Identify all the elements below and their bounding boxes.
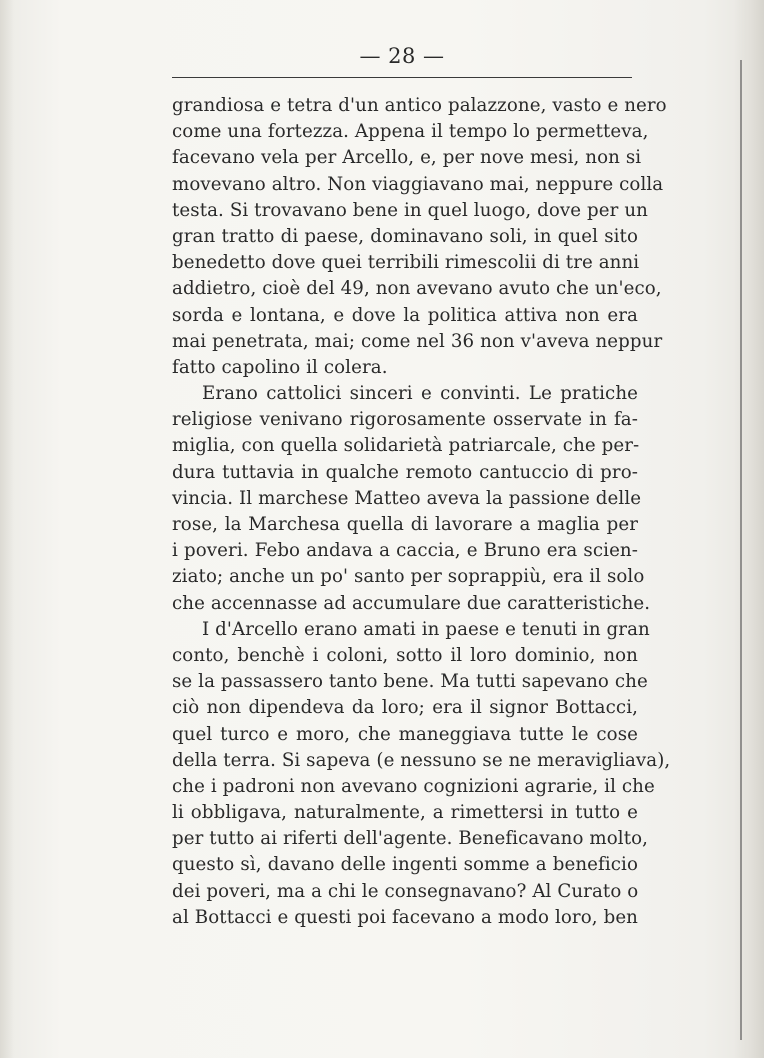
text-line: addietro, cioè del 49, non avevano avuto che un'eco, (172, 278, 662, 300)
text-line: come una fortezza. Appena il tempo lo permetteva, (172, 121, 649, 143)
text-line: che accennasse ad accumulare due caratteristiche. (172, 592, 651, 614)
paragraph (172, 93, 667, 381)
text-line: se la passassero tanto bene. Ma tutti sapevano che (172, 671, 648, 693)
text-line: movevano altro. Non viaggiavano mai, neppure colla (172, 173, 664, 195)
text-line: mai penetrata, mai; come nel 36 non v'aveva neppur (172, 330, 663, 352)
text-line: i poveri. Febo andava a caccia, e Bruno era scien- (172, 540, 638, 562)
page-number: — 28 — (359, 44, 445, 68)
text-line: della terra. Si sapeva (e nessuno se ne meravigliava), (172, 749, 671, 771)
text-line: conto, benchè i coloni, sotto il loro dominio, non (172, 644, 638, 666)
text-line: Erano cattolici sinceri e convinti. Le pratiche (202, 383, 638, 405)
text-line: vincia. Il marchese Matteo aveva la passione delle (172, 487, 642, 509)
body-text (172, 93, 671, 931)
page-spine-shadow (0, 0, 14, 1058)
text-line: testa. Si trovavano bene in quel luogo, dove per un (172, 199, 648, 221)
text-line: gran tratto di paese, dominavano soli, in quel sito (172, 225, 638, 247)
text-line: fatto capolino il colera. (172, 356, 388, 378)
text-line: al Bottacci e questi poi facevano a modo loro, ben (172, 906, 638, 928)
text-line: miglia, con quella solidarietà patriarcale, che per- (172, 435, 640, 457)
paragraph (172, 381, 651, 617)
text-line: quel turco e moro, che maneggiava tutte le cose (172, 723, 638, 745)
text-line: ziato; anche un po' santo per soprappiù, era il solo (172, 566, 645, 588)
page-edge-shadow (734, 0, 764, 1058)
text-line: sorda e lontana, e dove la politica attiva non era (172, 304, 638, 326)
text-line: che i padroni non avevano cognizioni agrarie, il che (172, 775, 655, 797)
text-line: ciò non dipendeva da loro; era il signor Bottacci, (172, 697, 638, 719)
text-line: grandiosa e tetra d'un antico palazzone, vasto e nero (172, 95, 667, 116)
text-line: benedetto dove quei terribili rimescolii di tre anni (172, 252, 640, 274)
text-line: dura tuttavia in qualche remoto cantuccio di pro- (172, 461, 638, 483)
text-line: dei poveri, ma a chi le consegnavano? Al Curato o (172, 880, 639, 902)
page-edge-line (740, 60, 742, 1040)
header-rule (172, 77, 632, 78)
text-line: rose, la Marchesa quella di lavorare a maglia per (172, 514, 638, 535)
text-line: I d'Arcello erano amati in paese e tenuti in gran (202, 618, 650, 640)
text-line: li obbligava, naturalmente, a rimettersi in tutto e (172, 802, 638, 824)
paragraph (172, 617, 671, 931)
text-line: questo sì, davano delle ingenti somme a beneficio (172, 854, 638, 876)
text-line: facevano vela per Arcello, e, per nove mesi, non si (172, 147, 642, 169)
text-line: religiose venivano rigorosamente osservate in fa- (172, 409, 638, 431)
text-line: per tutto ai riferti dell'agente. Beneficavano molto, (172, 828, 649, 850)
